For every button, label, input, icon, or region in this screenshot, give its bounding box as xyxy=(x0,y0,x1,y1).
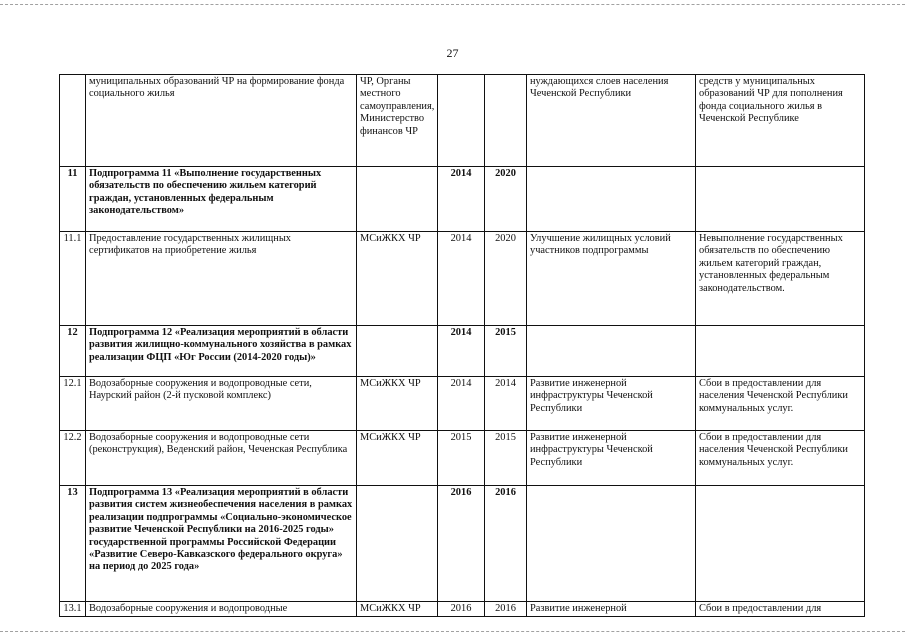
expected-result-cell xyxy=(527,486,696,602)
consequence-cell xyxy=(696,167,865,232)
executor-cell xyxy=(357,167,438,232)
executor-cell: МСиЖКХ ЧР xyxy=(357,602,438,617)
consequence-cell: Сбои в предоставлении для xyxy=(696,602,865,617)
end-year-cell: 2015 xyxy=(485,431,527,486)
end-year-cell: 2016 xyxy=(485,602,527,617)
end-year-cell: 2015 xyxy=(485,326,527,377)
expected-result-cell: нуждающихся слоев населения Чеченской Республики xyxy=(527,75,696,167)
row-number-cell: 12.1 xyxy=(60,377,86,431)
expected-result-cell xyxy=(527,167,696,232)
program-table xyxy=(59,74,865,617)
measure-name-cell: Подпрограмма 13 «Реализация мероприятий в области развития систем жизнеобеспечения населения в рамках реализации подпрограммы «Социально-экономическое развитие Чеченской Республики на 2016-2025 годы» государственной программы Российской Федерации «Развитие Северо-Кавказского федерального округа» на период до 2025 года» xyxy=(86,486,357,602)
expected-result-cell: Улучшение жилищных условий участников подпрограммы xyxy=(527,232,696,326)
end-year-cell: 2020 xyxy=(485,232,527,326)
executor-cell xyxy=(357,486,438,602)
measure-name-cell: муниципальных образований ЧР на формирование фонда социального жилья xyxy=(86,75,357,167)
start-year-cell: 2014 xyxy=(438,167,485,232)
executor-cell: ЧР, Органы местного самоуправления, Министерство финансов ЧР xyxy=(357,75,438,167)
executor-cell xyxy=(357,326,438,377)
row-number-cell: 12.2 xyxy=(60,431,86,486)
measure-name-cell: Подпрограмма 12 «Реализация мероприятий в области развития жилищно-коммунального хозяйства в рамках реализации ФЦП «Юг России (2014-2020 годы)» xyxy=(86,326,357,377)
row-number-cell: 13.1 xyxy=(60,602,86,617)
scan-artifact-bottom xyxy=(0,631,905,634)
row-number-cell: 13 xyxy=(60,486,86,602)
table-row xyxy=(60,326,865,377)
measure-name-cell: Подпрограмма 11 «Выполнение государственных обязательств по обеспечению жильем категорий граждан, установленных федеральным законодательством» xyxy=(86,167,357,232)
consequence-cell: средств у муниципальных образований ЧР для пополнения фонда социального жилья в Чеченской Республике xyxy=(696,75,865,167)
end-year-cell xyxy=(485,75,527,167)
end-year-cell: 2014 xyxy=(485,377,527,431)
expected-result-cell: Развитие инженерной инфраструктуры Чеченской Республики xyxy=(527,377,696,431)
consequence-cell: Сбои в предоставлении для населения Чеченской Республики коммунальных услуг. xyxy=(696,377,865,431)
table-row xyxy=(60,75,865,167)
consequence-cell xyxy=(696,486,865,602)
page-number: 27 xyxy=(446,46,459,60)
end-year-cell: 2020 xyxy=(485,167,527,232)
row-number-cell: 11 xyxy=(60,167,86,232)
measure-name-cell: Предоставление государственных жилищных сертификатов на приобретение жилья xyxy=(86,232,357,326)
start-year-cell: 2015 xyxy=(438,431,485,486)
start-year-cell: 2016 xyxy=(438,602,485,617)
consequence-cell: Невыполнение государственных обязательств по обеспечению жильем категорий граждан, установленных федеральным законодательством. xyxy=(696,232,865,326)
table-row xyxy=(60,167,865,232)
start-year-cell: 2014 xyxy=(438,326,485,377)
expected-result-cell: Развитие инженерной xyxy=(527,602,696,617)
expected-result-cell xyxy=(527,326,696,377)
table-row xyxy=(60,486,865,602)
row-number-cell xyxy=(60,75,86,167)
table-row xyxy=(60,431,865,486)
executor-cell: МСиЖКХ ЧР xyxy=(357,377,438,431)
executor-cell: МСиЖКХ ЧР xyxy=(357,232,438,326)
executor-cell: МСиЖКХ ЧР xyxy=(357,431,438,486)
table-row xyxy=(60,232,865,326)
scan-artifact-top xyxy=(0,4,905,7)
expected-result-cell: Развитие инженерной инфраструктуры Чеченской Республики xyxy=(527,431,696,486)
start-year-cell: 2014 xyxy=(438,377,485,431)
start-year-cell: 2016 xyxy=(438,486,485,602)
start-year-cell xyxy=(438,75,485,167)
measure-name-cell: Водозаборные сооружения и водопроводные сети (реконструкция), Веденский район, Чеченская Республика xyxy=(86,431,357,486)
row-number-cell: 11.1 xyxy=(60,232,86,326)
consequence-cell xyxy=(696,326,865,377)
table-row xyxy=(60,377,865,431)
measure-name-cell: Водозаборные сооружения и водопроводные xyxy=(86,602,357,617)
row-number-cell: 12 xyxy=(60,326,86,377)
start-year-cell: 2014 xyxy=(438,232,485,326)
end-year-cell: 2016 xyxy=(485,486,527,602)
table-row xyxy=(60,602,865,617)
measure-name-cell: Водозаборные сооружения и водопроводные сети, Наурский район (2-й пусковой комплекс) xyxy=(86,377,357,431)
consequence-cell: Сбои в предоставлении для населения Чеченской Республики коммунальных услуг. xyxy=(696,431,865,486)
